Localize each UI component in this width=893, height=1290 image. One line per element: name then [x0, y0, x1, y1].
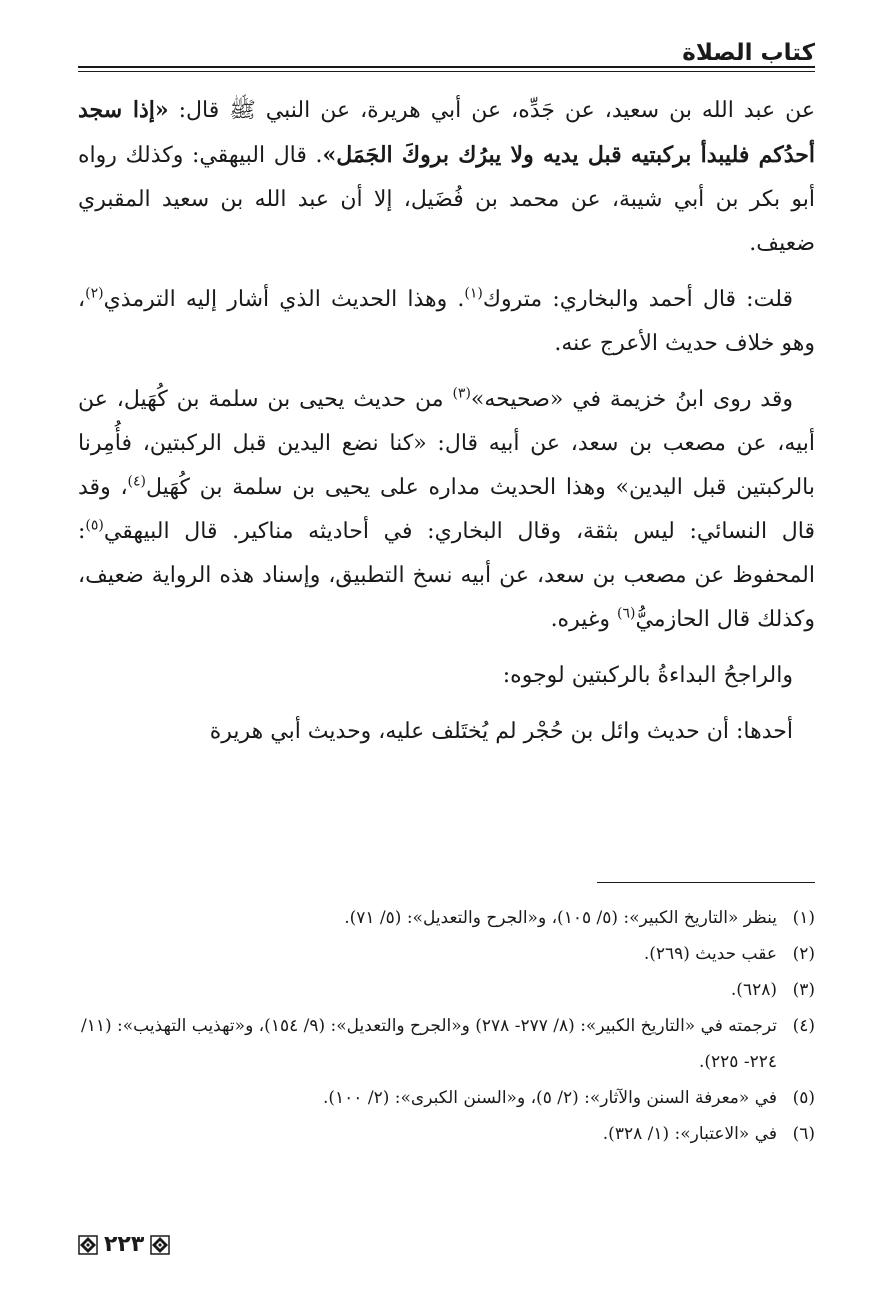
footnote-number: (٦): [792, 1124, 815, 1144]
paragraph-5: أحدها: أن حديث وائل بن حُجْر لم يُختَلف عليه، وحديث أبي هريرة: [209, 719, 793, 744]
footnote-ref-2[interactable]: (٢): [85, 285, 104, 302]
page-title: كتاب الصلاة: [682, 40, 815, 66]
header-rule-thin: [78, 71, 815, 72]
book-page: [78, 0, 815, 1290]
footnote-item: [78, 1080, 815, 1116]
paragraph-3-text-b: من حديث يحيى بن سلمة بن كُهَيل، عن أبيه، عن مصعب بن سعد، عن أبيه قال: «كنا نضع اليدين قبل الركبتين، فأُمِرنا بالركبتين قبل اليدين» وهذا الحديث مداره على يحيى بن سلمة بن كُهَيل: [78, 387, 815, 500]
footnote-ref-5[interactable]: (٥): [85, 517, 104, 534]
footnote-text: في «معرفة السنن والآثار»: (٢/ ٥)، و«السنن الكبرى»: (٢/ ١٠٠).: [323, 1088, 777, 1108]
footnote-item: [78, 900, 815, 936]
paragraph-2-text-cont: . وهذا الحديث الذي أشار إليه الترمذي: [103, 287, 465, 312]
footnote-item: [78, 1116, 815, 1152]
footnote-text: ترجمته في «التاريخ الكبير»: (٨/ ٢٧٧- ٢٧٨) و«الجرح والتعديل»: (٩/ ١٥٤)، و«تهذيب التهذيب»: (١١/ ٢٢٤- ٢٢٥).: [80, 1016, 777, 1072]
footnote-ref-3[interactable]: (٣): [452, 385, 471, 402]
paragraph-1-text: عن عبد الله بن سعيد، عن جَدِّه، عن أبي هريرة، عن النبي ﷺ قال:: [168, 98, 815, 123]
page-number: ٢٢٣: [104, 1232, 145, 1257]
hadith-quote: «إذا سجد أحدُكم فليبدأ بركبتيه قبل يديه ولا يبرُك بروكَ الجَمَل»: [78, 97, 816, 168]
paragraph-3-text-c: ، وقد قال النسائي: ليس بثقة، وقال البخاري: في أحاديثه مناكير. قال البيهقي: [78, 475, 815, 544]
footnote-ref-1[interactable]: (١): [464, 285, 483, 302]
paragraph-3-text-e: وغيره.: [550, 607, 617, 632]
footnote-number: (٣): [792, 980, 815, 1000]
main-text: [78, 88, 815, 766]
footnote-item: [78, 936, 815, 972]
ornament-icon: [78, 1235, 98, 1255]
header-rule: [78, 66, 815, 68]
footnote-number: (٢): [792, 944, 815, 964]
footnote-number: (١): [792, 908, 815, 928]
page-number-block: [78, 1232, 170, 1257]
footnote-separator: [597, 882, 815, 883]
footnote-text: (٦٢٨).: [730, 980, 777, 1000]
footnote-item: [78, 1008, 815, 1080]
paragraph-3: [78, 378, 815, 642]
paragraph-1-text-cont: . قال البيهقي: وكذلك رواه أبو بكر بن أبي شيبة، عن محمد بن فُضَيل، إلا أن عبد الله بن سعيد المقبري ضعيف.: [78, 143, 815, 256]
footnote-item: [78, 972, 815, 1008]
footnote-number: (٥): [792, 1088, 815, 1108]
footnotes: [78, 900, 815, 1152]
ornament-icon: [150, 1235, 170, 1255]
paragraph-4: والراجحُ البداءةُ بالركبتين لوجوه:: [502, 663, 793, 688]
footnote-number: (٤): [792, 1016, 815, 1036]
paragraph-3-text: وقد روى ابنُ خزيمة في «صحيحه»: [470, 387, 793, 412]
footnote-ref-4[interactable]: (٤): [127, 473, 147, 490]
footnote-text: عقب حديث (٢٦٩).: [643, 944, 777, 964]
paragraph-2: [78, 278, 815, 366]
paragraph-2-text: قلت: قال أحمد والبخاري: متروك: [482, 287, 793, 312]
paragraph-1: [78, 88, 815, 266]
footnote-text: في «الاعتبار»: (١/ ٣٢٨).: [602, 1124, 777, 1144]
paragraph-2-text-end: ، وهو خلاف حديث الأعرج عنه.: [78, 287, 815, 356]
paragraph-3-text-d: : المحفوظ عن مصعب بن سعد، عن أبيه نسخ التطبيق، وإسناد هذه الرواية ضعيف، وكذلك قال الحازميُّ: [78, 519, 815, 632]
footnote-text: ينظر «التاريخ الكبير»: (٥/ ١٠٥)، و«الجرح والتعديل»: (٥/ ٧١).: [344, 908, 777, 928]
footnote-ref-6[interactable]: (٦): [616, 605, 636, 622]
